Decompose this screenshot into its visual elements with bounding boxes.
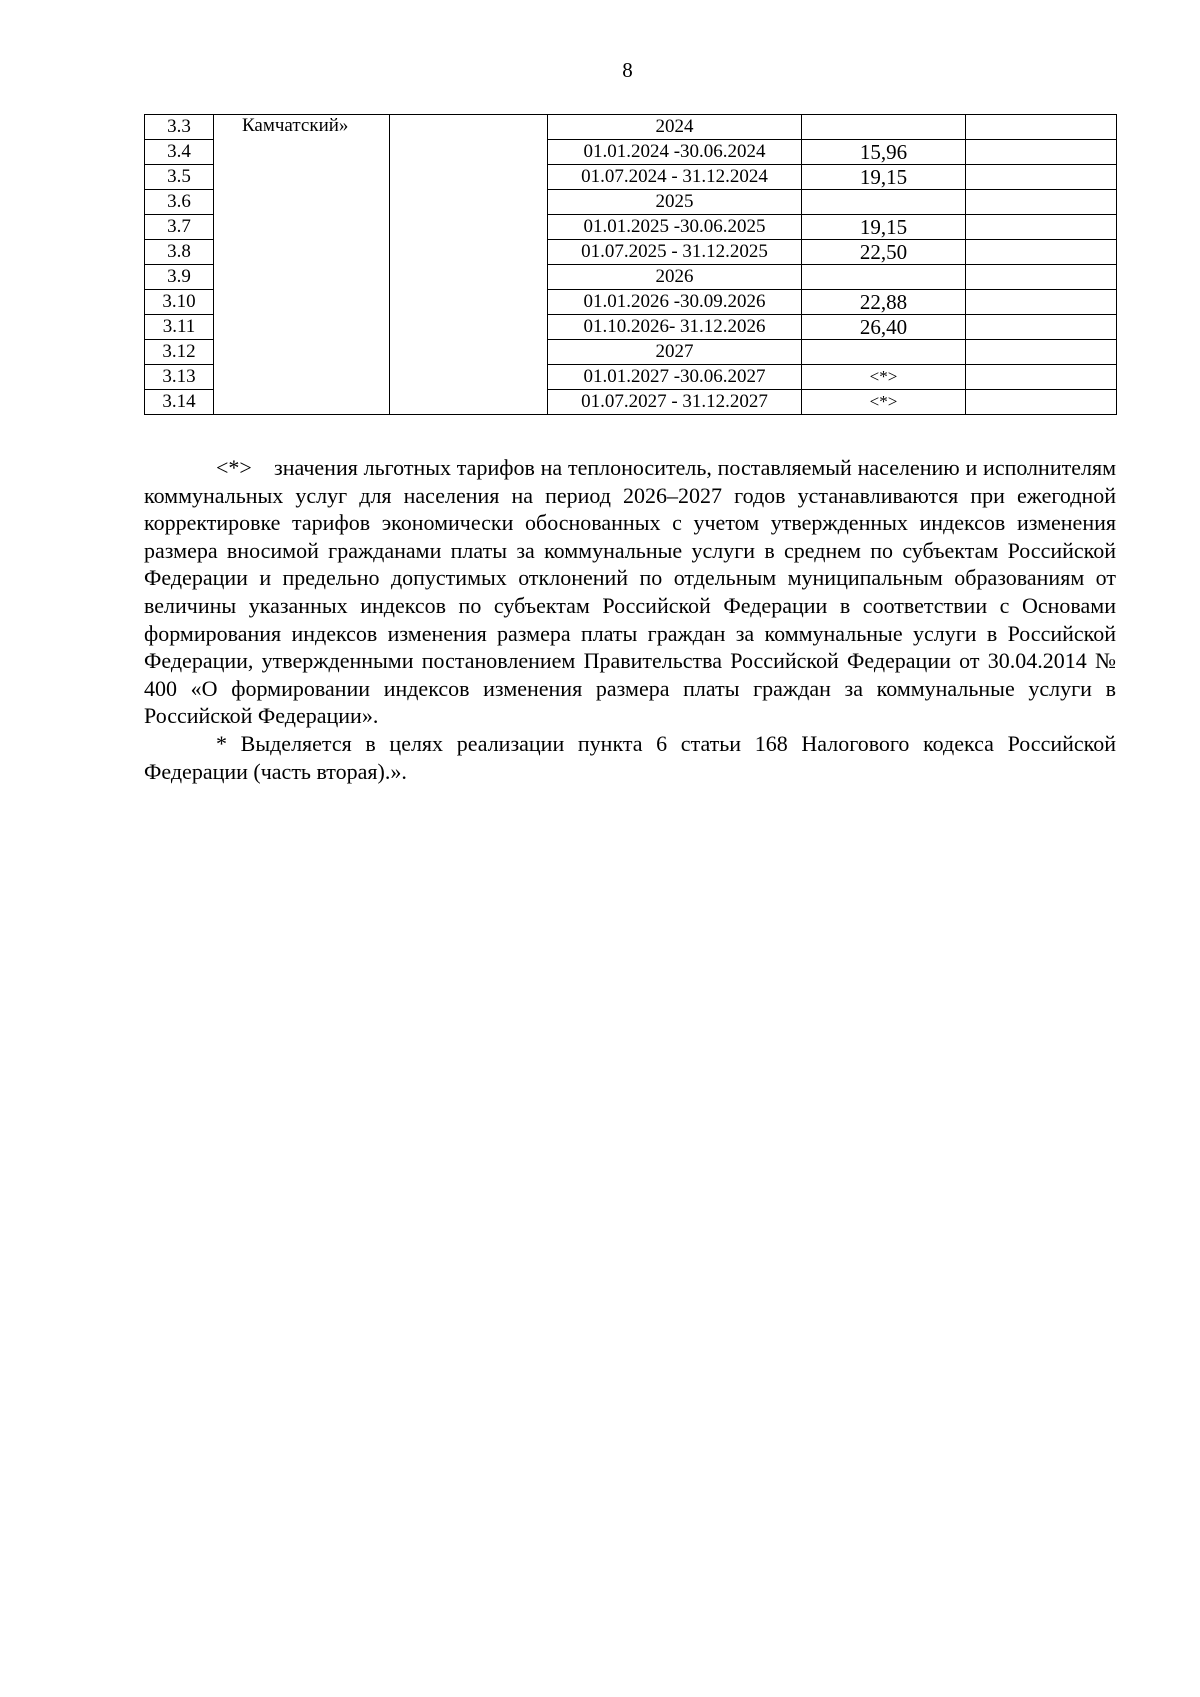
row-number: 3.9 (145, 265, 214, 290)
row-number: 3.14 (145, 390, 214, 415)
empty-cell (966, 190, 1117, 215)
table-row (145, 115, 1117, 140)
period-cell: 01.01.2025 -30.06.2025 (548, 215, 802, 240)
period-cell: 2025 (548, 190, 802, 215)
period-cell: 01.07.2027 - 31.12.2027 (548, 390, 802, 415)
row-number: 3.3 (145, 115, 214, 140)
period-cell: 2024 (548, 115, 802, 140)
empty-cell (966, 390, 1117, 415)
row-number: 3.10 (145, 290, 214, 315)
footnotes (144, 454, 1116, 785)
row-number: 3.4 (145, 140, 214, 165)
tariff-value (802, 340, 966, 365)
period-cell: 01.10.2026- 31.12.2026 (548, 315, 802, 340)
period-cell: 2026 (548, 265, 802, 290)
empty-cell (966, 115, 1117, 140)
period-cell: 01.01.2026 -30.09.2026 (548, 290, 802, 315)
tariff-value: 26,40 (802, 315, 966, 340)
row-number: 3.5 (145, 165, 214, 190)
tariff-value (802, 190, 966, 215)
row-number: 3.12 (145, 340, 214, 365)
empty-cell (966, 290, 1117, 315)
empty-cell (966, 140, 1117, 165)
row-number: 3.11 (145, 315, 214, 340)
empty-column-cell (390, 115, 548, 415)
empty-cell (966, 240, 1117, 265)
tariff-table (144, 114, 1117, 415)
asterisk-footnote: * Выделяется в целях реализации пункта 6 статьи 168 Налогового кодекса Российской Федерации (часть вторая).». (144, 730, 1116, 784)
period-cell: 01.01.2024 -30.06.2024 (548, 140, 802, 165)
empty-cell (966, 215, 1117, 240)
period-cell: 01.01.2027 -30.06.2027 (548, 365, 802, 390)
row-number: 3.13 (145, 365, 214, 390)
period-cell: 01.07.2024 - 31.12.2024 (548, 165, 802, 190)
period-cell: 01.07.2025 - 31.12.2025 (548, 240, 802, 265)
star-footnote (144, 454, 1116, 730)
tariff-value: 22,50 (802, 240, 966, 265)
empty-cell (966, 265, 1117, 290)
star-marker: <*> (216, 455, 252, 480)
empty-cell (966, 340, 1117, 365)
star-footnote-text: значения льготных тарифов на теплоноситель, поставляемый населению и исполнителям коммунальных услуг для населения на период 2026–2027 годов устанавливаются при ежегодной корректировке тарифов экономически обоснованных с учетом утвержденных индексов изменения размера вносимой гражданами платы за коммунальные услуги в среднем по субъектам Российской Федерации и предельно допустимых отклонений по отдельным муниципальным образованиям от величины указанных индексов по субъектам Российской Федерации в соответствии с Основами формирования индексов изменения размера платы граждан за коммунальные услуги в Российской Федерации, утвержденными постановлением Правительства Российской Федерации от 30.04.2014 № 400 «О формировании индексов изменения размера платы граждан за коммунальные услуги в Российской Федерации». (144, 455, 1116, 729)
tariff-value (802, 115, 966, 140)
tariff-value: 19,15 (802, 165, 966, 190)
empty-cell (966, 315, 1117, 340)
tariff-value: 15,96 (802, 140, 966, 165)
tariff-value (802, 265, 966, 290)
row-number: 3.8 (145, 240, 214, 265)
row-number: 3.7 (145, 215, 214, 240)
page-number: 8 (622, 58, 633, 82)
tariff-value: <*> (802, 365, 966, 390)
organization-name: Камчатский» (214, 115, 390, 415)
tariff-value: 22,88 (802, 290, 966, 315)
empty-cell (966, 365, 1117, 390)
row-number: 3.6 (145, 190, 214, 215)
tariff-value: <*> (802, 390, 966, 415)
period-cell: 2027 (548, 340, 802, 365)
empty-cell (966, 165, 1117, 190)
tariff-value: 19,15 (802, 215, 966, 240)
